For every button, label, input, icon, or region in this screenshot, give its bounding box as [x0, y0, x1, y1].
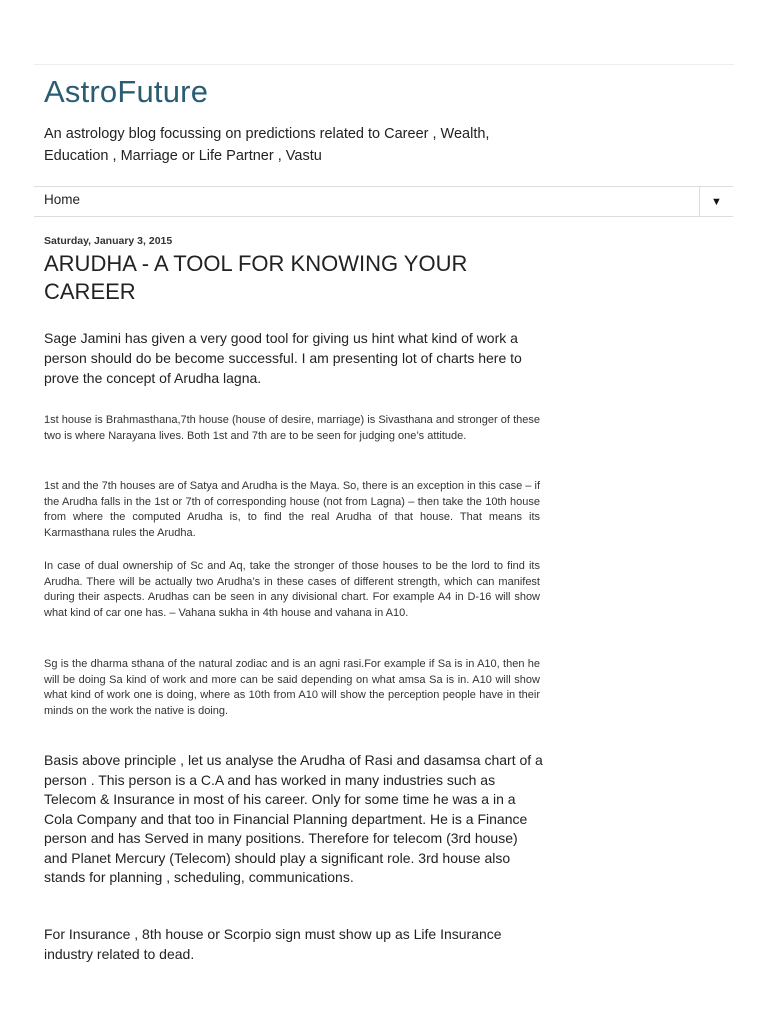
chevron-down-icon: ▼ — [711, 195, 722, 208]
blog-title-link[interactable]: AstroFuture — [44, 74, 209, 109]
post-title[interactable]: ARUDHA - A TOOL FOR KNOWING YOUR CAREER — [44, 251, 468, 304]
header-divider — [34, 64, 734, 65]
post-date: Saturday, January 3, 2015 — [44, 235, 173, 247]
nav-dropdown-button[interactable] — [699, 187, 733, 216]
post-intro-paragraph: Sage Jamini has given a very good tool for giving us hint what kind of work a person should do be become successful. I am presenting lot of charts here to prove the concept of Arudha lagna. — [44, 330, 522, 386]
analysis-paragraph: Basis above principle , let us analyse the Arudha of Rasi and dasamsa chart of a person . This person is a C.A and has worked in many industries such as Telecom & Insurance in most of his career. Only for some time he was a in a Cola Company and that too in Financial Planning department. He is a Finance person and has Served in many positions. Therefore for telecom (3rd house) and Planet Mercury (Telecom) should play a significant role. 3rd house also stands for planning , scheduling, communications. — [44, 752, 543, 885]
post-paragraph: Sg is the dharma sthana of the natural zodiac and is an agni rasi.For example if Sa is in A10, then he will be doing Sa kind of work and more can be said depending on what amsa Sa is in. A10 will show what kind of work one is doing, where as 10th from A10 will show the perception people have in their minds on the work the native is doing. — [44, 658, 540, 717]
nav-home-link[interactable]: Home — [44, 192, 81, 207]
post-paragraph: 1st house is Brahmasthana,7th house (house of desire, marriage) is Sivasthana and stronger of these two is where Narayana lives. Both 1st and 7th are to be seen for judging one’s attitude. — [44, 414, 540, 442]
nav-bar — [34, 186, 733, 217]
post-paragraph: In case of dual ownership of Sc and Aq, take the stronger of those houses to be the lord to find its Arudha. There will be actually two Arudha’s in these cases of different strength, which can manifest during their aspects. Arudhas can be seen in any divisional chart. For example A4 in D-16 will show what kind of car one has. – Vahana sukha in 4th house and vahana in A10. — [44, 560, 540, 619]
post-paragraph: 1st and the 7th houses are of Satya and Arudha is the Maya. So, there is an exception in this case – if the Arudha falls in the 1st or 7th of corresponding house (not from Lagna) – then take the 10th house from where the computed Arudha is, to find the real Arudha of that house. That means its Karmasthana rules the Arudha. — [44, 480, 540, 539]
insurance-paragraph: For Insurance , 8th house or Scorpio sign must show up as Life Insurance industry related to dead. — [44, 926, 502, 962]
blog-description: An astrology blog focussing on predictions related to Career , Wealth, Education , Marriage or Life Partner , Vastu — [44, 126, 490, 164]
